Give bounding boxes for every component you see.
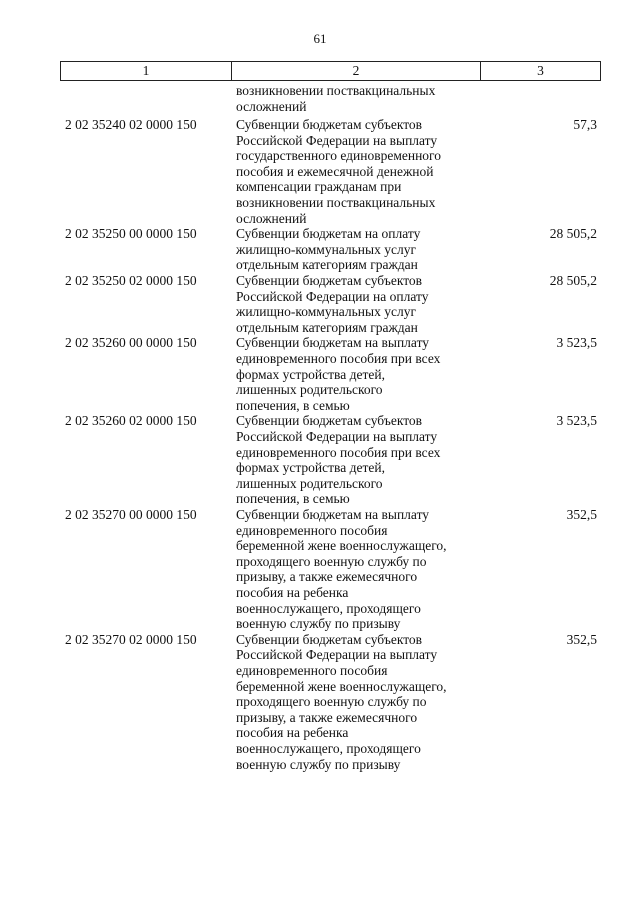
description-line: единовременного пособия bbox=[236, 662, 388, 678]
description-line: пособия и ежемесячной денежной bbox=[236, 163, 434, 179]
row-description bbox=[236, 335, 476, 413]
row-amount: 57,3 bbox=[573, 117, 597, 132]
row-amount: 352,5 bbox=[566, 507, 597, 522]
row-description bbox=[236, 413, 476, 507]
description-line: Российской Федерации на оплату bbox=[236, 288, 429, 304]
description-line: пособия на ребенка bbox=[236, 725, 349, 741]
row-description bbox=[236, 632, 476, 772]
description-line: отдельным категориям граждан bbox=[236, 319, 418, 335]
table-row bbox=[0, 335, 640, 413]
description-line: попечения, в семью bbox=[236, 397, 350, 413]
description-line: Субвенции бюджетам субъектов bbox=[236, 631, 423, 647]
description-line: Российской Федерации на выплату bbox=[236, 647, 438, 663]
budget-code: 2 02 35260 02 0000 150 bbox=[65, 413, 197, 429]
description-line: единовременного пособия при всех bbox=[236, 350, 441, 366]
description-line: пособия на ребенка bbox=[236, 584, 349, 600]
description-line: компенсации гражданам при bbox=[236, 179, 402, 195]
description-line: Субвенции бюджетам субъектов bbox=[236, 413, 423, 429]
budget-code: 2 02 35250 00 0000 150 bbox=[65, 226, 197, 242]
description-line: беременной жене военнослужащего, bbox=[236, 678, 447, 694]
header-col-2: 2 bbox=[232, 62, 481, 80]
row-amount: 352,5 bbox=[566, 631, 597, 647]
header-col-1: 1 bbox=[61, 62, 232, 80]
description-line: Субвенции бюджетам на выплату bbox=[236, 335, 430, 351]
budget-code: 2 02 35270 00 0000 150 bbox=[65, 507, 197, 522]
description-line: лишенных родительского bbox=[236, 382, 383, 398]
description-line: единовременного пособия при всех bbox=[236, 444, 441, 460]
description-line: проходящего военную службу по bbox=[236, 553, 427, 569]
description-line: осложнений bbox=[236, 210, 307, 226]
table-row bbox=[0, 632, 640, 772]
description-line: жилищно-коммунальных услуг bbox=[236, 241, 416, 257]
row-amount: 3 523,5 bbox=[556, 335, 597, 351]
description-line: Российской Федерации на выплату bbox=[236, 428, 438, 444]
row-description bbox=[236, 117, 476, 226]
description-line: призыву, а также ежемесячного bbox=[236, 569, 418, 585]
description-line: государственного единовременного bbox=[236, 148, 441, 164]
row-amount: 28 505,2 bbox=[549, 273, 597, 288]
table-row bbox=[0, 273, 640, 335]
header-col-3: 3 bbox=[537, 63, 544, 78]
description-line: военнослужащего, проходящего bbox=[236, 600, 421, 616]
description-line: Субвенции бюджетам субъектов bbox=[236, 273, 423, 288]
description-line: формах устройства детей, bbox=[236, 366, 385, 382]
description-line: возникновении поствакцинальных bbox=[236, 194, 436, 210]
description-line: жилищно-коммунальных услуг bbox=[236, 304, 416, 320]
row-description bbox=[236, 226, 476, 273]
description-line: призыву, а также ежемесячного bbox=[236, 709, 418, 725]
row-amount: 3 523,5 bbox=[556, 413, 597, 429]
table-header bbox=[60, 61, 601, 81]
description-line: Субвенции бюджетам на выплату bbox=[236, 507, 430, 522]
continuation-line: возникновении поствакцинальных bbox=[236, 83, 436, 98]
description-line: попечения, в семью bbox=[236, 491, 350, 507]
description-line: проходящего военную службу по bbox=[236, 694, 427, 710]
budget-code: 2 02 35250 02 0000 150 bbox=[65, 273, 197, 288]
description-line: Субвенции бюджетам субъектов bbox=[236, 117, 423, 132]
description-line: военную службу по призыву bbox=[236, 616, 401, 632]
table-row bbox=[0, 413, 640, 507]
continuation-text bbox=[236, 83, 476, 114]
row-amount: 28 505,2 bbox=[549, 226, 597, 242]
row-description bbox=[236, 273, 476, 335]
description-line: отдельным категориям граждан bbox=[236, 257, 418, 273]
table-row bbox=[0, 507, 640, 632]
budget-code: 2 02 35240 02 0000 150 bbox=[65, 117, 197, 132]
table-row bbox=[0, 226, 640, 273]
description-line: лишенных родительского bbox=[236, 475, 383, 491]
description-line: Российской Федерации на выплату bbox=[236, 132, 438, 148]
description-line: формах устройства детей, bbox=[236, 460, 385, 476]
budget-code: 2 02 35260 00 0000 150 bbox=[65, 335, 197, 351]
row-description bbox=[236, 507, 476, 632]
description-line: единовременного пособия bbox=[236, 522, 388, 538]
page-number: 61 bbox=[313, 31, 327, 46]
description-line: Субвенции бюджетам на оплату bbox=[236, 226, 421, 242]
description-line: военнослужащего, проходящего bbox=[236, 740, 421, 756]
continuation-line: осложнений bbox=[236, 98, 307, 114]
description-line: военную службу по призыву bbox=[236, 756, 401, 772]
table-row bbox=[0, 117, 640, 226]
description-line: беременной жене военнослужащего, bbox=[236, 538, 447, 554]
budget-code: 2 02 35270 02 0000 150 bbox=[65, 631, 197, 647]
